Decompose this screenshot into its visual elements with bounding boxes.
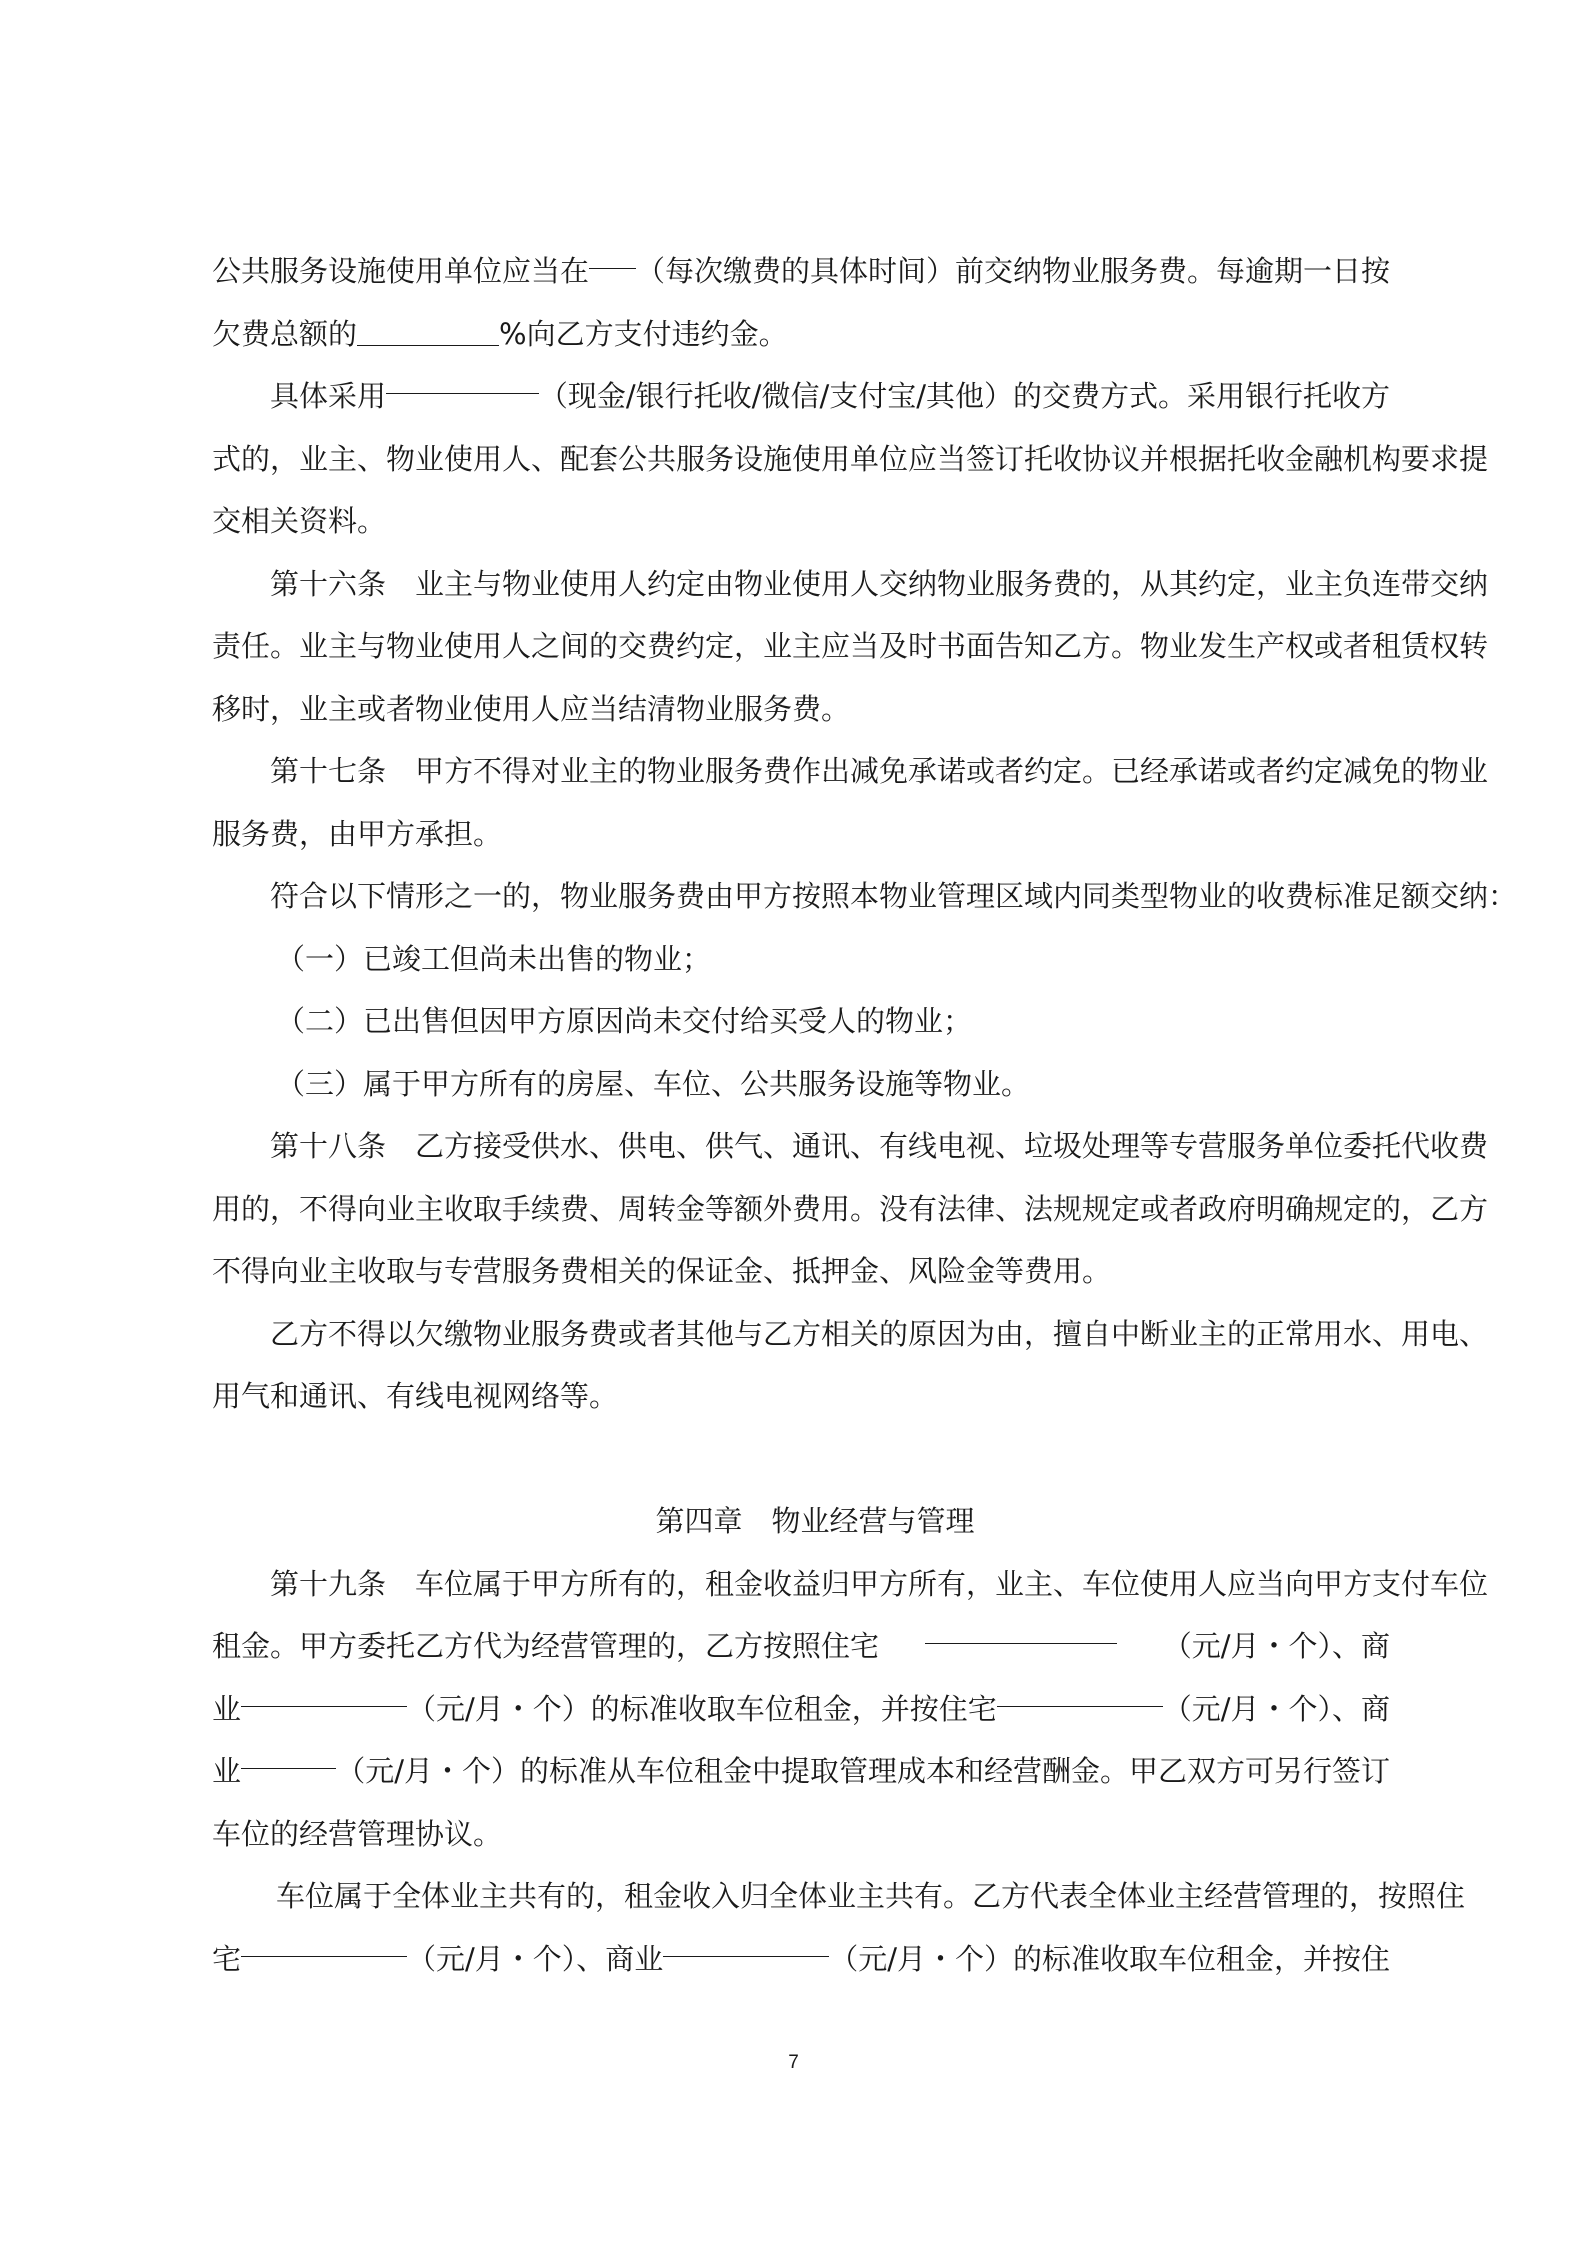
list-item: （三）属于甲方所有的房屋、车位、公共服务设施等物业。 — [276, 1066, 1031, 1101]
body-text — [212, 240, 1518, 1990]
page-number: 7 — [788, 2052, 799, 2073]
fill-in-blank — [357, 317, 499, 346]
fill-in-blank — [925, 1615, 1117, 1644]
list-item: （一）已竣工但尚未出售的物业； — [276, 941, 712, 976]
text-line: 移时，业主或者物业使用人应当结清物业服务费。 — [212, 691, 851, 726]
text-line: 宅 （元/月・个）、商业 （元/月・个）的标准收取车位租金，并按住 — [212, 1928, 1390, 1991]
text-line: 用气和通讯、有线电视网络等。 — [212, 1379, 619, 1413]
article-18-line: 第十八条 乙方接受供水、供电、供气、通讯、有线电视、垃圾处理等专营服务单位委托代收费 — [270, 1129, 1489, 1163]
article-19-line: 第十九条 车位属于甲方所有的，租金收益归甲方所有，业主、车位使用人应当向甲方支付车位 — [270, 1566, 1489, 1601]
fill-in-blank — [241, 1928, 407, 1957]
fill-in-blank — [589, 240, 636, 269]
text-line: 业 （元/月・个）的标准从车位租金中提取管理成本和经营酬金。甲乙双方可另行签订 — [212, 1740, 1390, 1803]
fill-in-blank — [241, 1678, 407, 1707]
text-line: 责任。业主与物业使用人之间的交费约定，业主应当及时书面告知乙方。物业发生产权或者租赁权转 — [212, 629, 1489, 663]
text-line: 式的，业主、物业使用人、配套公共服务设施使用单位应当签订托收协议并根据托收金融机构要求提 — [212, 441, 1489, 476]
chapter-heading: 第四章 物业经营与管理 — [655, 1504, 975, 1538]
text-line: 业 （元/月・个）的标准收取车位租金，并按住宅 （元/月・个）、商 — [212, 1678, 1390, 1741]
text-line: 交相关资料。 — [212, 504, 387, 538]
text-line: 欠费总额的 %向乙方支付违约金。 — [212, 316, 788, 351]
fill-in-blank — [997, 1678, 1163, 1707]
text-line: 乙方不得以欠缴物业服务费或者其他与乙方相关的原因为由，擅自中断业主的正常用水、用电、 — [270, 1316, 1489, 1351]
text-line: 具体采用 （现金/银行托收/微信/支付宝/其他）的交费方式。采用银行托收方 — [212, 365, 1390, 428]
fill-in-blank — [241, 1740, 336, 1769]
fill-in-blank — [386, 365, 539, 394]
fill-in-blank — [663, 1928, 829, 1957]
article-17-line: 第十七条 甲方不得对业主的物业服务费作出减免承诺或者约定。已经承诺或者约定减免的物业 — [270, 754, 1489, 788]
text-line: 服务费，由甲方承担。 — [212, 816, 503, 851]
text-line: 不得向业主收取与专营服务费相关的保证金、抵押金、风险金等费用。 — [212, 1254, 1112, 1288]
article-16-line: 第十六条 业主与物业使用人约定由物业使用人交纳物业服务费的，从其约定，业主负连带交纳 — [270, 566, 1489, 601]
text-line: 用的，不得向业主收取手续费、周转金等额外费用。没有法律、法规规定或者政府明确规定的，乙方 — [212, 1191, 1489, 1226]
text-line: 公共服务设施使用单位应当在 （每次缴费的具体时间）前交纳物业服务费。每逾期一日按 — [212, 240, 1390, 303]
list-item: （二）已出售但因甲方原因尚未交付给买受人的物业； — [276, 1004, 973, 1038]
text-line: 符合以下情形之一的，物业服务费由甲方按照本物业管理区域内同类型物业的收费标准足额交纳： — [270, 879, 1518, 913]
text-line: 车位属于全体业主共有的，租金收入归全体业主共有。乙方代表全体业主经营管理的，按照住 — [276, 1879, 1466, 1913]
text-line: 车位的经营管理协议。 — [212, 1816, 503, 1851]
text-line: 租金。甲方委托乙方代为经营管理的，乙方按照住宅 （元/月・个）、商 — [212, 1615, 1390, 1678]
